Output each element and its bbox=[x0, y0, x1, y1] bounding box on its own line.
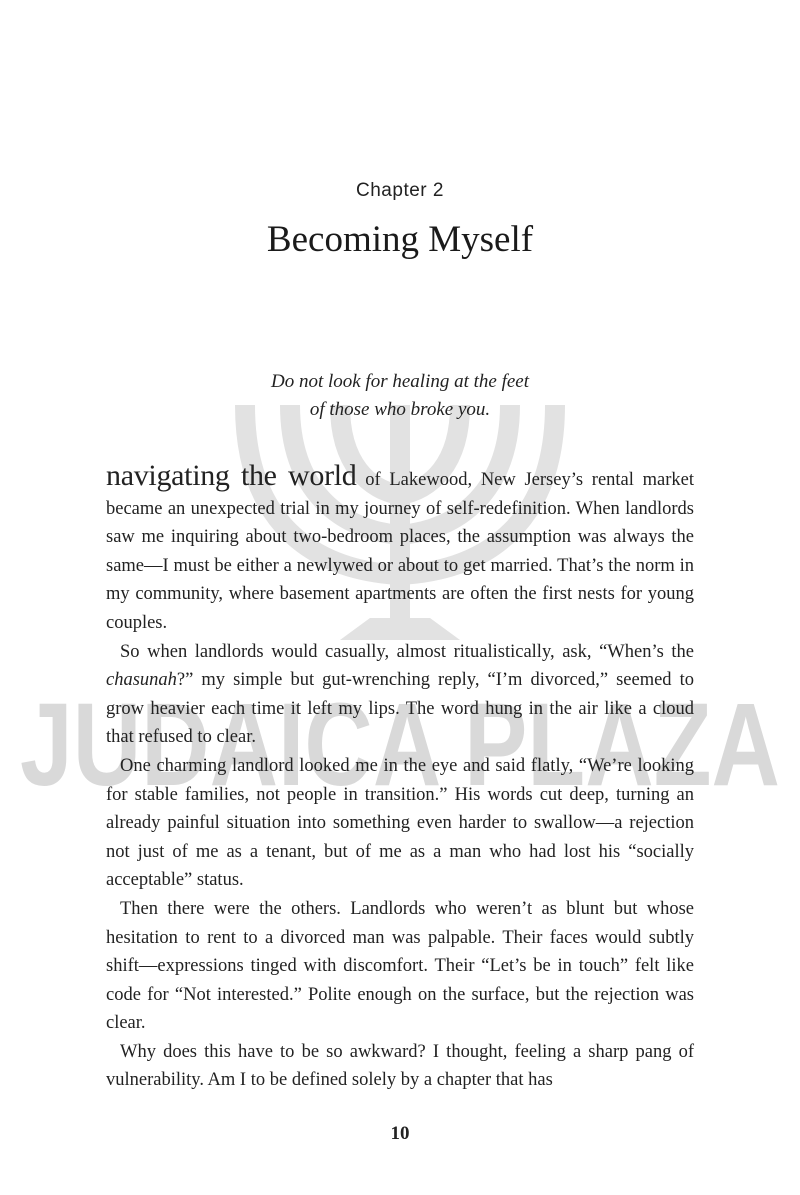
paragraph-text: So when landlords would casually, almost ritualistically, ask, “When’s the bbox=[120, 641, 694, 662]
paragraph-text: ?” my simple but gut-wrenching reply, “I’m divorced,” seemed to grow heavier each time it left my lips. The word hung in the air like a cloud that refused to clear. bbox=[106, 670, 694, 748]
chapter-body bbox=[106, 459, 694, 1095]
paragraph-text: of Lakewood, New Jersey’s rental market became an unexpected trial in my journey of self-redefinition. When landlords saw me inquiring about two-bedroom places, the assumption was always the same—I must be either a newlywed or about to get married. That’s the norm in my community, where basement apartments are often the first nests for young couples. bbox=[106, 470, 694, 633]
epigraph bbox=[0, 368, 800, 424]
chapter-title: Becoming Myself bbox=[266, 219, 534, 260]
paragraph-lead-in: navigating the world bbox=[106, 459, 357, 492]
body-paragraph bbox=[106, 459, 694, 638]
italic-term: chasunah bbox=[106, 670, 177, 691]
chapter-label: Chapter 2 bbox=[356, 180, 444, 201]
epigraph-line: Do not look for healing at the feet bbox=[270, 371, 530, 392]
body-paragraph: Then there were the others. Landlords who weren’t as blunt but whose hesitation to rent to a divorced man was palpable. Their faces would subtly shift—expressions tinged with discomfort. Their “Let’s be in touch” felt like code for “Not interested.” Polite enough on the surface, but the rejection was clear. bbox=[106, 898, 694, 1034]
watermark-text: JUDAICA PLAZA bbox=[20, 679, 780, 811]
epigraph-line: of those who broke you. bbox=[309, 399, 491, 420]
body-paragraph: Why does this have to be so awkward? I thought, feeling a sharp pang of vulnerability. Am I to be defined solely by a chapter that has bbox=[106, 1041, 694, 1091]
body-paragraph bbox=[106, 638, 694, 752]
body-paragraph: One charming landlord looked me in the eye and said flatly, “We’re looking for stable families, not people in transition.” His words cut deep, turning an already painful situation into something even harder to swallow—a rejection not just of me as a tenant, but of me as a man who had lost his “socially acceptable” status. bbox=[106, 755, 694, 891]
page-number: 10 bbox=[390, 1123, 410, 1144]
